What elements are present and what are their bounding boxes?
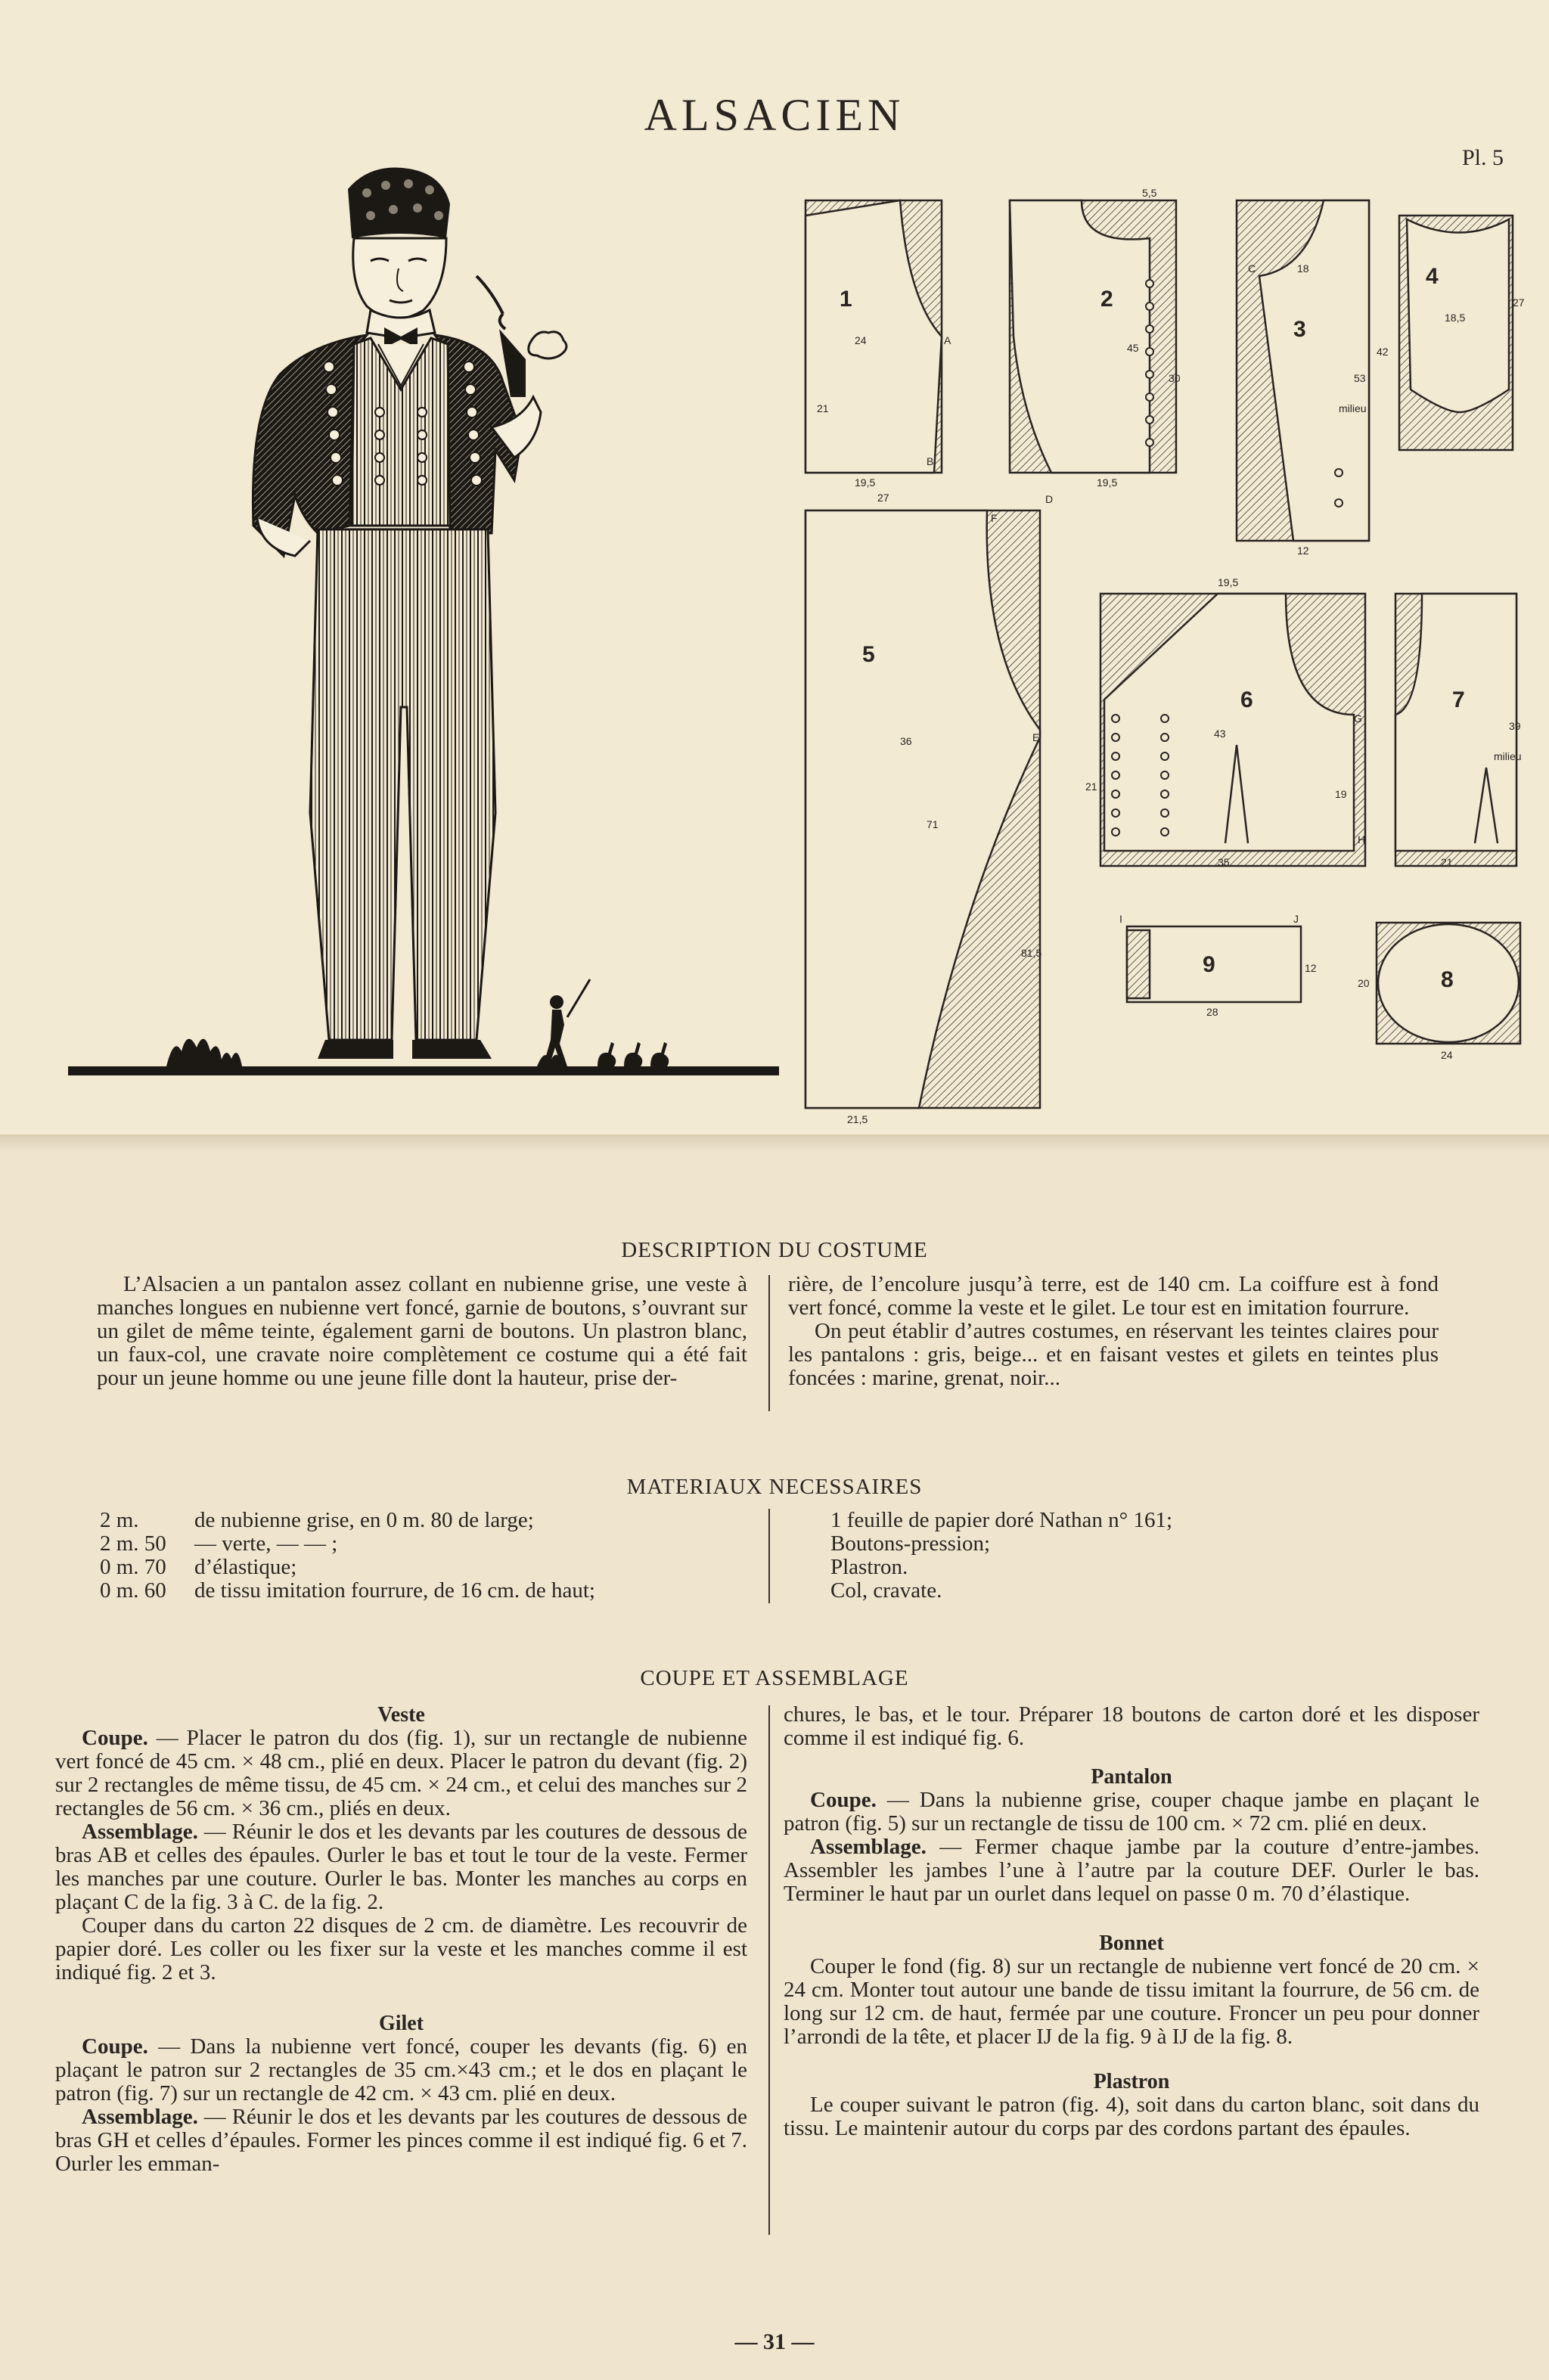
fig9-label: 9 — [1203, 952, 1215, 977]
dim-f6-bottom: 35 — [1218, 856, 1230, 868]
dim-f3-top: 18 — [1297, 262, 1309, 275]
point-d: D — [1045, 493, 1054, 505]
point-e: E — [1032, 731, 1040, 743]
dim-f5-height: 71 — [927, 818, 939, 830]
fig5-label: 5 — [862, 642, 875, 667]
fig6-label: 6 — [1240, 687, 1253, 712]
page-fold — [0, 1134, 1549, 1151]
fig8-label: 8 — [1441, 967, 1454, 992]
fig4-label: 4 — [1426, 264, 1439, 289]
dim-f1-under: 27 — [877, 492, 889, 504]
point-a: A — [944, 334, 951, 346]
description-divider — [768, 1275, 770, 1411]
pattern-figures — [794, 185, 1525, 1131]
fig1-label: 1 — [840, 287, 852, 312]
point-h: H — [1358, 833, 1366, 846]
point-b: B — [927, 455, 934, 467]
assembly-divider — [768, 1705, 770, 2235]
point-j: J — [1293, 913, 1299, 925]
assembly-title: COUPE ET ASSEMBLAGE — [640, 1666, 909, 1690]
dim-f2-height: 45 — [1127, 342, 1139, 354]
dim-f8-height: 20 — [1358, 977, 1370, 989]
plate-number: Pl. 5 — [1461, 145, 1504, 170]
dim-f6-top: 19,5 — [1218, 576, 1239, 588]
dim-f1-side: 21 — [817, 402, 829, 414]
materials-title: MATERIAUX NECESSAIRES — [626, 1475, 923, 1499]
dim-f2-bottom: 19,5 — [1097, 476, 1118, 489]
face — [353, 238, 446, 318]
dim-f9-width: 28 — [1206, 1006, 1218, 1018]
dim-f4-width: 18,5 — [1445, 312, 1466, 324]
dim-f6-height: 43 — [1214, 728, 1226, 740]
materials-left: 2 m. de nubienne grise, en 0 m. 80 de large; 2 m. 50 — verte, — — ; 0 m. 70 d’élastique; 0 m. 60 de tissu imitation fourrure, de 16 cm. de haut; — [100, 1508, 595, 1603]
fur-hat — [348, 168, 450, 238]
trousers — [310, 529, 495, 1040]
dim-f3-height: 53 — [1354, 372, 1366, 384]
fig3-label: 3 — [1293, 317, 1306, 342]
description-left: L’Alsacien a un pantalon assez collant en nubienne grise, une veste à manches longues en nubienne vert foncé, garnie de boutons, s’ouvrant sur un gilet de même teinte, également garni de boutons. Un plastron blanc, un faux-col, une cravate noire complètement ce costume qui a été fait pour un jeune homme ou une jeune fille dont la hauteur, prise der- — [97, 1272, 747, 1390]
dim-f7-bottom: 21 — [1441, 856, 1453, 868]
dim-f6-side: 21 — [1085, 780, 1097, 793]
point-g: G — [1354, 712, 1362, 725]
assembly-left: Veste Coupe. — Placer le patron du dos (fig. 1), sur un rectangle de nubienne vert foncé de 45 cm. × 48 cm., plié en deux. Placer le patron du devant (fig. 2) sur 2 rectangles de même tissu, de 45 cm. × 24 cm., et celui des manches sur 2 rectangles de 56 cm. × 36 cm., pliés en deux. Assemblage. — Réunir le dos et les devants par les coutures de dessous de bras AB et celles des épaules. Ourler le bas et tout le tour de la veste. Fermer les manches par une couture. Ourler le bas. Monter les manches au corps en plaçant C de la fig. 3 à C. de la fig. 2. Couper dans du carton 22 disques de 2 cm. de diamètre. Les recouvrir de papier doré. Les coller ou les fixer sur la veste et les manches comme il est indiqué fig. 2 et 3. Gilet Coupe. — Dans la nubienne vert foncé, couper les devants (fig. 6) en plaçant le patron sur 2 rectangles de 35 cm.×43 cm.; et le dos en plaçant le patron (fig. 7) sur un rectangle de 42 cm. × 43 cm. plié en deux. Assemblage. — Réunir le dos et les devants par les coutures de dessous de bras GH et celles d’épaules. Former les pinces comme il est indiqué fig. 6 et 7. Ourler les emman- — [55, 1703, 748, 2176]
fig7-label: 7 — [1452, 687, 1465, 712]
dim-f5-bottom: 21,5 — [847, 1113, 868, 1125]
page-title: ALSACIEN — [644, 90, 905, 140]
dim-f3-side: 42 — [1377, 346, 1389, 358]
materials-divider — [768, 1509, 770, 1603]
costume-illustration — [68, 163, 794, 1108]
dim-f3-bottom: 12 — [1297, 545, 1309, 557]
materials-right: 1 feuille de papier doré Nathan n° 161; Boutons-pression; Plastron. Col, cravate. — [830, 1508, 1173, 1603]
dim-f1-width: 24 — [855, 334, 867, 346]
description-title: DESCRIPTION DU COSTUME — [621, 1238, 928, 1262]
dim-f4-height: 27 — [1513, 296, 1525, 309]
assembly-right: chures, le bas, et le tour. Préparer 18 boutons de carton doré et les disposer comme il est indiqué fig. 6. Pantalon Coupe. — Dans la nubienne grise, couper chaque jambe en plaçant le patron (fig. 5) sur un rectangle de tissu de 100 cm. × 72 cm. plié en deux. Assemblage. — Fermer chaque jambe par la couture d’entre-jambes. Assembler les jambes l’une à l’autre par la couture DEF. Ourler le bas. Terminer le haut par un ourlet dans lequel on passe 0 m. 70 d’élastique. Bonnet Couper le fond (fig. 8) sur un rectangle de nubienne vert foncé de 20 cm. × 24 cm. Monter tout autour une bande de tissu imitant la fourrure, de 56 cm. de long sur 12 cm. de haut, fermée par une couture. Froncer un peu pour donner l’arrondi de la tête, et placer IJ de la fig. 9 à IJ de la fig. 8. Plastron Le couper suivant le patron (fig. 4), soit dans du carton blanc, soit dans du tissu. Le maintenir autour du corps par des cordons partant des épaules. — [784, 1702, 1480, 2140]
point-i: I — [1119, 913, 1122, 925]
dim-f7-mid: milieu — [1494, 750, 1522, 762]
dim-f2-side: 30 — [1169, 372, 1181, 384]
description-right: rière, de l’encolure jusqu’à terre, est de 140 cm. La coiffure est à fond vert foncé, comme la veste et le gilet. Le tour est en imitation fourrure. On peut établir d’autres costumes, en réservant les teintes claires pour les pantalons : gris, beige... et en faisant vestes et gilets en teintes plus foncées : marine, grenat, noir... — [788, 1272, 1439, 1390]
jacket — [253, 335, 367, 556]
dim-f9-height: 12 — [1305, 962, 1317, 974]
dim-f6-side2: 19 — [1335, 788, 1347, 800]
page-number: — 31 — — [734, 2329, 815, 2354]
dim-f7-height: 39 — [1509, 720, 1521, 732]
point-c: C — [1248, 262, 1256, 275]
dim-f8-width: 24 — [1441, 1049, 1453, 1061]
dim-f3-mid: milieu — [1339, 402, 1367, 414]
point-f: F — [991, 512, 998, 524]
fig2-label: 2 — [1100, 287, 1113, 312]
dim-f5-side: 81,5 — [1021, 947, 1042, 959]
dim-f2-top: 5,5 — [1142, 187, 1157, 199]
dim-f1-bottom: 19,5 — [855, 476, 876, 489]
dim-f5-width: 36 — [900, 735, 912, 747]
